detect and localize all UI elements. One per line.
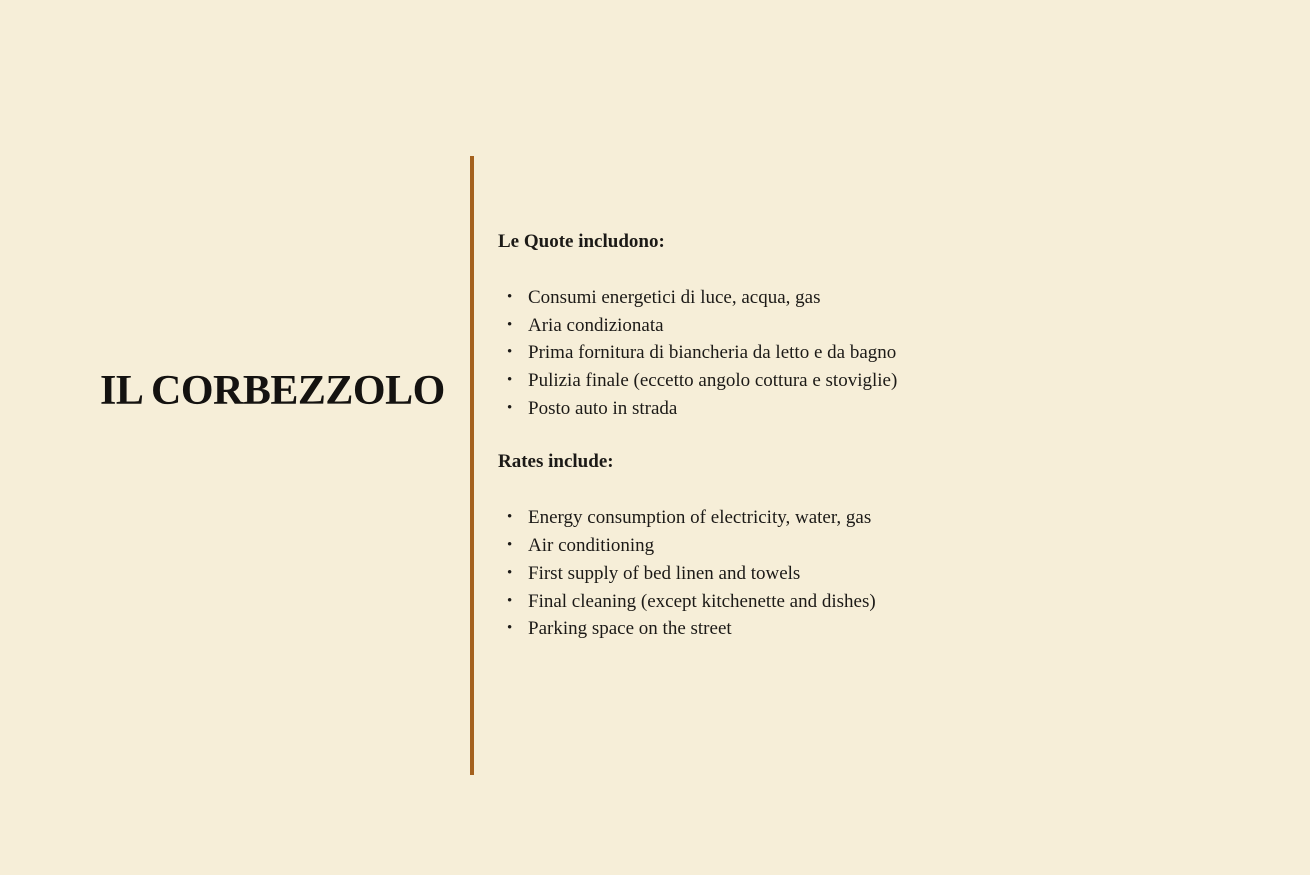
list-item — [498, 615, 1198, 643]
bullet-icon: • — [507, 592, 513, 609]
list-item-label: Aria condizionata — [528, 314, 664, 336]
bullet-icon: • — [507, 289, 513, 305]
vertical-divider — [470, 156, 474, 775]
bullet-icon: • — [507, 537, 513, 554]
list-item-label: First supply of bed linen and towels — [528, 562, 801, 584]
included-list-english — [498, 504, 1198, 642]
list-item-label: Energy consumption of electricity, water, gas — [528, 507, 872, 529]
bullet-icon: • — [507, 372, 513, 389]
bullet-icon: • — [507, 316, 513, 333]
included-list-italian — [498, 284, 1198, 422]
bullet-icon: • — [507, 509, 513, 526]
list-item — [498, 367, 1198, 395]
list-item — [498, 504, 1198, 532]
list-item-label: Posto auto in strada — [528, 397, 678, 419]
bullet-icon: • — [507, 399, 513, 416]
rates-content — [498, 228, 1198, 643]
list-item — [498, 588, 1198, 616]
list-item-label: Consumi energetici di luce, acqua, gas — [528, 287, 821, 308]
list-item — [498, 312, 1198, 340]
list-item — [498, 395, 1198, 423]
section-heading-italian: Le Quote includono: — [498, 231, 665, 252]
bullet-icon: • — [507, 344, 513, 361]
list-item — [498, 339, 1198, 367]
page-title: IL CORBEZZOLO — [100, 368, 445, 414]
list-item — [498, 284, 1198, 312]
list-item — [498, 560, 1198, 588]
list-item-label: Air conditioning — [528, 535, 655, 557]
bullet-icon: • — [507, 620, 513, 637]
list-item-label: Final cleaning (except kitchenette and dishes) — [528, 590, 876, 612]
list-item-label: Prima fornitura di biancheria da letto e da bagno — [528, 342, 897, 364]
list-item-label: Parking space on the street — [528, 618, 732, 640]
section-heading-english: Rates include: — [498, 451, 614, 473]
bullet-icon: • — [507, 564, 513, 581]
list-item — [498, 532, 1198, 560]
list-item-label: Pulizia finale (eccetto angolo cottura e stoviglie) — [528, 370, 898, 392]
